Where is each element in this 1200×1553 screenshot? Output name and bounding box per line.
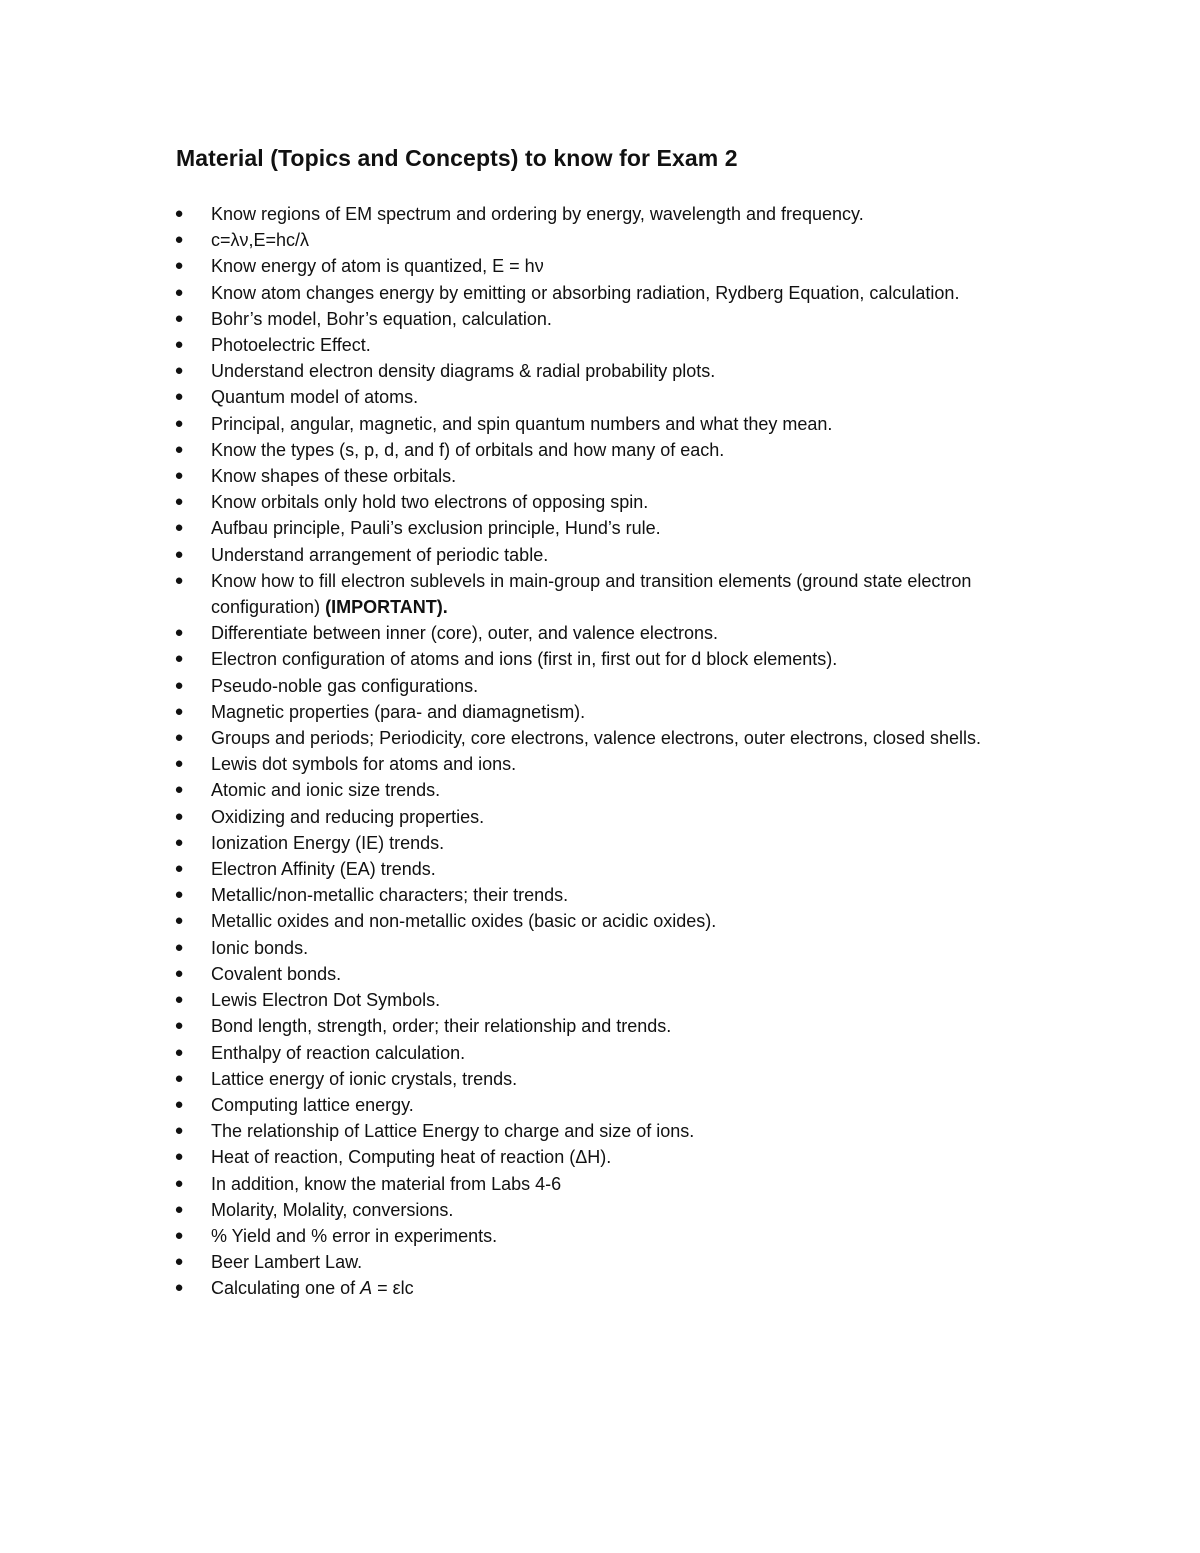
bullet-icon: ● bbox=[174, 493, 184, 511]
bullet-icon: ● bbox=[174, 1200, 184, 1218]
topic-item bbox=[0, 489, 1200, 515]
topic-item bbox=[0, 1249, 1200, 1275]
important-topic-item bbox=[0, 568, 1200, 620]
bullet-icon: ● bbox=[174, 257, 184, 275]
bullet-icon: ● bbox=[174, 1043, 184, 1061]
bullet-icon: ● bbox=[174, 938, 184, 956]
bullet-icon: ● bbox=[174, 467, 184, 485]
topic-text-continuation: configuration) bbox=[211, 597, 321, 618]
bullet-icon: ● bbox=[174, 519, 184, 537]
topic-item bbox=[0, 620, 1200, 646]
topic-item bbox=[0, 227, 1200, 253]
topic-item bbox=[0, 201, 1200, 227]
topic-text: c=λν,E=hc/λ bbox=[211, 230, 310, 251]
topic-item bbox=[0, 437, 1200, 463]
topic-text: Quantum model of atoms. bbox=[211, 387, 419, 408]
bullet-icon: ● bbox=[174, 781, 184, 799]
bullet-icon: ● bbox=[174, 1017, 184, 1035]
topic-item bbox=[0, 751, 1200, 777]
topic-text: The relationship of Lattice Energy to charge and size of ions. bbox=[211, 1121, 695, 1142]
topic-text: In addition, know the material from Labs 4-6 bbox=[211, 1173, 562, 1194]
topic-text: Know energy of atom is quantized, E = hν bbox=[211, 256, 544, 277]
topic-text: Metallic oxides and non-metallic oxides (basic or acidic oxides). bbox=[211, 911, 717, 932]
topic-item bbox=[0, 1092, 1200, 1118]
topic-text: Know atom changes energy by emitting or absorbing radiation, Rydberg Equation, calculation. bbox=[211, 282, 960, 303]
topic-item bbox=[0, 306, 1200, 332]
topic-text: Enthalpy of reaction calculation. bbox=[211, 1042, 466, 1063]
topic-text: Groups and periods; Periodicity, core electrons, valence electrons, outer electrons, closed shells. bbox=[211, 728, 982, 749]
bullet-icon: ● bbox=[174, 1095, 184, 1113]
bullet-icon: ● bbox=[174, 440, 184, 458]
topic-text: Photoelectric Effect. bbox=[211, 335, 371, 356]
topic-item bbox=[0, 961, 1200, 987]
bullet-icon: ● bbox=[174, 807, 184, 825]
document-title: Material (Topics and Concepts) to know for Exam 2 bbox=[176, 145, 738, 171]
bullet-icon: ● bbox=[174, 1226, 184, 1244]
bullet-icon: ● bbox=[174, 309, 184, 327]
bullet-icon: ● bbox=[174, 283, 184, 301]
topic-item bbox=[0, 1197, 1200, 1223]
important-period: . bbox=[442, 597, 448, 618]
topic-item bbox=[0, 280, 1200, 306]
bullet-icon: ● bbox=[174, 650, 184, 668]
topic-text: Atomic and ionic size trends. bbox=[211, 780, 441, 801]
topic-item bbox=[0, 646, 1200, 672]
bullet-icon: ● bbox=[174, 1174, 184, 1192]
topic-text: Lattice energy of ionic crystals, trends. bbox=[211, 1068, 518, 1089]
topic-item bbox=[0, 332, 1200, 358]
topic-text: Ionic bonds. bbox=[211, 937, 309, 958]
topic-item bbox=[0, 515, 1200, 541]
topic-item bbox=[0, 1223, 1200, 1249]
bullet-icon: ● bbox=[174, 388, 184, 406]
topic-item bbox=[0, 882, 1200, 908]
bullet-icon: ● bbox=[174, 676, 184, 694]
topic-item bbox=[0, 830, 1200, 856]
topic-item bbox=[0, 253, 1200, 279]
topic-text: Heat of reaction, Computing heat of reaction (ΔH). bbox=[211, 1147, 612, 1168]
bullet-icon: ● bbox=[174, 1279, 184, 1297]
bullet-icon: ● bbox=[174, 336, 184, 354]
topic-text: Know regions of EM spectrum and ordering by energy, wavelength and frequency. bbox=[211, 204, 864, 224]
topic-item bbox=[0, 358, 1200, 384]
topic-item bbox=[0, 935, 1200, 961]
topic-item bbox=[0, 463, 1200, 489]
topic-item bbox=[0, 856, 1200, 882]
topic-item bbox=[0, 673, 1200, 699]
topic-text: Oxidizing and reducing properties. bbox=[211, 806, 485, 827]
topic-text: Magnetic properties (para- and diamagnetism). bbox=[211, 701, 586, 722]
topic-item bbox=[0, 1040, 1200, 1066]
bullet-icon: ● bbox=[174, 571, 184, 589]
topic-text: Know shapes of these orbitals. bbox=[211, 466, 457, 487]
bullet-icon: ● bbox=[174, 205, 184, 222]
topic-item bbox=[0, 777, 1200, 803]
important-label: (IMPORTANT) bbox=[325, 597, 443, 618]
topic-text: Lewis dot symbols for atoms and ions. bbox=[211, 754, 517, 775]
topic-text-prefix: Calculating one of bbox=[211, 1278, 361, 1299]
topic-item bbox=[0, 411, 1200, 437]
bullet-icon: ● bbox=[174, 991, 184, 1009]
bullet-icon: ● bbox=[174, 912, 184, 930]
bullet-icon: ● bbox=[174, 1253, 184, 1271]
bullet-icon: ● bbox=[174, 964, 184, 982]
topic-text: Covalent bonds. bbox=[211, 963, 342, 984]
topic-item bbox=[0, 725, 1200, 751]
topic-item bbox=[0, 1013, 1200, 1039]
topic-text: Bond length, strength, order; their relationship and trends. bbox=[211, 1016, 672, 1037]
topic-item bbox=[0, 987, 1200, 1013]
bullet-icon: ● bbox=[174, 624, 184, 642]
topic-text-line-1: Know how to fill electron sublevels in main-group and transition elements (ground state electron bbox=[211, 570, 972, 591]
topic-text: Pseudo-noble gas configurations. bbox=[211, 675, 479, 696]
topic-text: Differentiate between inner (core), outer, and valence electrons. bbox=[211, 623, 718, 644]
topic-item bbox=[0, 1171, 1200, 1197]
bullet-icon: ● bbox=[174, 860, 184, 878]
bullet-icon: ● bbox=[174, 1122, 184, 1140]
bullet-icon: ● bbox=[174, 545, 184, 563]
topic-text: Aufbau principle, Pauli’s exclusion principle, Hund’s rule. bbox=[211, 518, 661, 539]
absorbance-symbol: A bbox=[360, 1278, 373, 1299]
bullet-icon: ● bbox=[174, 702, 184, 720]
topic-text: Understand electron density diagrams & radial probability plots. bbox=[211, 361, 716, 382]
topic-text: Beer Lambert Law. bbox=[211, 1252, 363, 1273]
topic-item bbox=[0, 699, 1200, 725]
topic-text: Computing lattice energy. bbox=[211, 1094, 414, 1115]
topic-text: Electron configuration of atoms and ions (first in, first out for d block elements). bbox=[211, 649, 838, 670]
bullet-icon: ● bbox=[174, 729, 184, 747]
bullet-icon: ● bbox=[174, 886, 184, 904]
topic-item bbox=[0, 1144, 1200, 1170]
bullet-icon: ● bbox=[174, 1148, 184, 1166]
topic-item bbox=[0, 384, 1200, 410]
topic-text: Lewis Electron Dot Symbols. bbox=[211, 990, 441, 1011]
topic-text: Know the types (s, p, d, and f) of orbitals and how many of each. bbox=[211, 439, 725, 460]
bullet-icon: ● bbox=[174, 362, 184, 380]
topic-text: Metallic/non-metallic characters; their trends. bbox=[211, 885, 569, 906]
topic-item bbox=[0, 1066, 1200, 1092]
topic-item bbox=[0, 908, 1200, 934]
bullet-icon: ● bbox=[174, 833, 184, 851]
bullet-icon: ● bbox=[174, 414, 184, 432]
topic-text: Principal, angular, magnetic, and spin quantum numbers and what they mean. bbox=[211, 413, 833, 434]
topic-text: Bohr’s model, Bohr’s equation, calculation. bbox=[211, 308, 552, 329]
topic-item bbox=[0, 804, 1200, 830]
topic-text: % Yield and % error in experiments. bbox=[211, 1225, 498, 1246]
beer-lambert-calculation-item bbox=[0, 1275, 1200, 1301]
topic-text: Electron Affinity (EA) trends. bbox=[211, 859, 436, 880]
bullet-icon: ● bbox=[174, 1069, 184, 1087]
topic-list bbox=[0, 201, 1200, 1302]
topic-text: Molarity, Molality, conversions. bbox=[211, 1199, 454, 1220]
topic-text: Understand arrangement of periodic table. bbox=[211, 544, 549, 565]
topic-item bbox=[0, 542, 1200, 568]
topic-text: Ionization Energy (IE) trends. bbox=[211, 832, 445, 853]
topic-item bbox=[0, 1118, 1200, 1144]
topic-text: Know orbitals only hold two electrons of opposing spin. bbox=[211, 492, 649, 513]
bullet-icon: ● bbox=[174, 231, 184, 249]
equation-text: = εlc bbox=[372, 1278, 414, 1299]
topic-text-line-2 bbox=[211, 594, 1080, 620]
bullet-icon: ● bbox=[174, 755, 184, 773]
